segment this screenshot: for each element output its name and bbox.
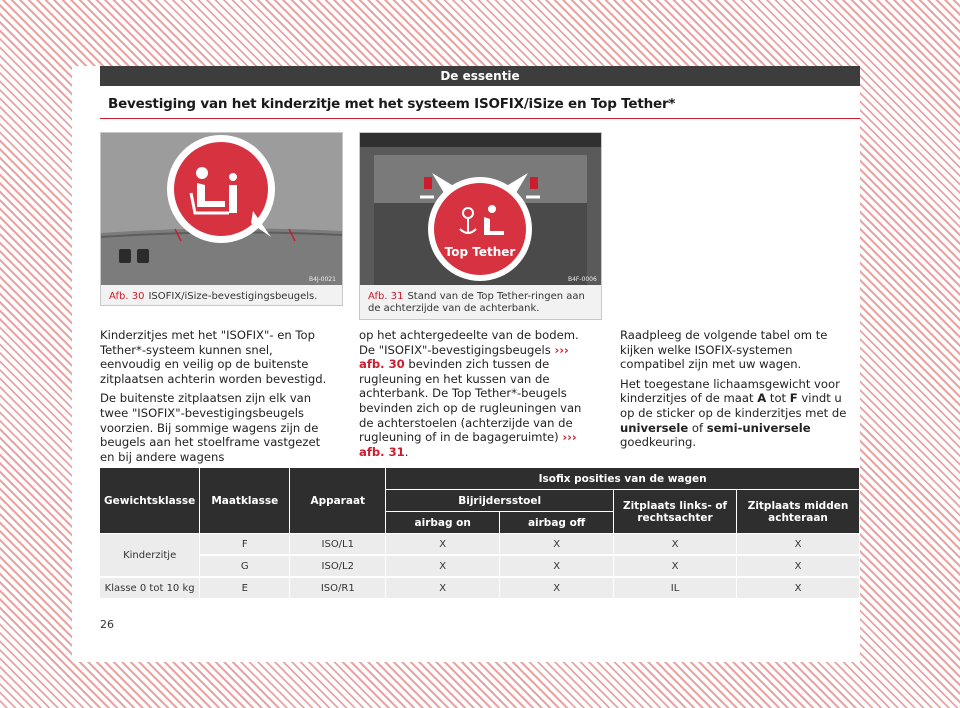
isofix-photo [101,133,342,285]
text-run: of [688,420,707,435]
figure-code: B4F-0006 [568,276,597,283]
cell-airbag-on: X [386,556,500,578]
cell-size: G [200,556,290,578]
figure-link[interactable]: ››› afb. 31 [359,430,577,459]
manual-page [100,66,860,662]
isofix-seat-illustration [101,133,342,285]
paragraph [620,377,850,450]
table-row [100,578,860,600]
title-divider [100,118,860,119]
header-isofix: Isofix posities van de wagen [386,468,860,490]
text-run: tot [766,391,790,406]
paragraph: Kinderzitjes met het "ISOFIX"- en Top Tether*-systeem kunnen snel, eenvoudig en veilig op de buitenste zitplaatsen achterin worden bevestigd. [100,328,327,386]
text-column-2 [359,328,589,464]
top-tether-badge-text: Top Tether [444,245,516,259]
text-run: semi-universele [706,420,811,435]
figure-caption [368,291,593,315]
text-run: Het toegestane lichaamsgewicht voor kinderzitjes of de maat [620,376,840,406]
header-size: Maatklasse [200,468,290,534]
section-header: De essentie [100,66,860,86]
text-run: goedkeuring. [620,435,697,450]
cell-outer: X [614,534,737,556]
figure-label: Afb. 30 [109,291,145,302]
cell-weight: Kinderzitje [100,534,200,578]
cell-airbag-off: X [500,556,614,578]
cell-airbag-on: X [386,578,500,600]
text-run: F [789,391,798,406]
cell-airbag-on: X [386,534,500,556]
text-run: . [404,444,409,459]
cell-device: ISO/L2 [290,556,386,578]
header-airbag-off: airbag off [500,512,614,534]
header-passenger: Bijrijdersstoel [386,490,614,512]
figure-caption [109,291,339,303]
figure-label: Afb. 31 [368,291,404,302]
paragraph [359,328,589,459]
text-run: A [757,391,767,406]
cell-size: E [200,578,290,600]
isofix-table [100,468,860,600]
header-middle: Zitplaats midden achteraan [737,490,860,534]
text-column-1 [100,328,330,469]
paragraph: De buitenste zitplaatsen zijn elk van twee "ISOFIX"-bevestigingsbeugels voorzien. Bij sommige wagens zijn de beugels aan het stoelframe vastgezet en bij andere wagens [100,391,321,464]
cell-outer: X [614,556,737,578]
cell-middle: X [737,556,860,578]
figure-isofix [100,132,343,306]
cell-middle: X [737,534,860,556]
text-run: op het achtergedeelte van de bodem. De "ISOFIX"-bevestigingsbeugels [359,328,579,357]
page-number: 26 [100,618,114,631]
header-outer: Zitplaats links- of rechtsachter [614,490,737,534]
text-run: universele [620,420,689,435]
figure-top-tether [359,132,602,320]
cell-airbag-off: X [500,534,614,556]
header-device: Apparaat [290,468,386,534]
page-title: Bevestiging van het kinderzitje met het systeem ISOFIX/iSize en Top Tether* [108,96,676,112]
cell-size: F [200,534,290,556]
text-column-3 [620,328,850,455]
table-row [100,556,860,578]
cell-airbag-off: X [500,578,614,600]
cell-weight: Klasse 0 tot 10 kg [100,578,200,600]
cell-device: ISO/L1 [290,534,386,556]
figure-code: B4J-0021 [309,276,336,283]
trunk-illustration [360,133,601,285]
text-run: bevinden zich tussen de rugleuning en het kussen van de achterbank. De Top Tether*-beugels bevinden zich op de rugleuningen van de achterstoelen (achterzijde van de rugleuning of in de bagageruimte) [359,357,582,445]
header-weight: Gewichtsklasse [100,468,200,534]
text-run: vindt u op de sticker op de kinderzitjes met de [620,391,847,420]
header-airbag-on: airbag on [386,512,500,534]
table-row [100,534,860,556]
cell-device: ISO/R1 [290,578,386,600]
figure-caption-text: ISOFIX/iSize-bevestigingsbeugels. [148,291,318,302]
figure-caption-text: Stand van de Top Tether-ringen aan de achterzijde van de achterbank. [368,291,585,314]
cell-outer: IL [614,578,737,600]
left-margin [72,66,100,662]
cell-middle: X [737,578,860,600]
paragraph: Raadpleeg de volgende tabel om te kijken welke ISOFIX-systemen compatibel zijn met uw wagen. [620,328,828,372]
figure-link[interactable]: ››› afb. 30 [359,342,569,372]
top-tether-photo [360,133,601,285]
